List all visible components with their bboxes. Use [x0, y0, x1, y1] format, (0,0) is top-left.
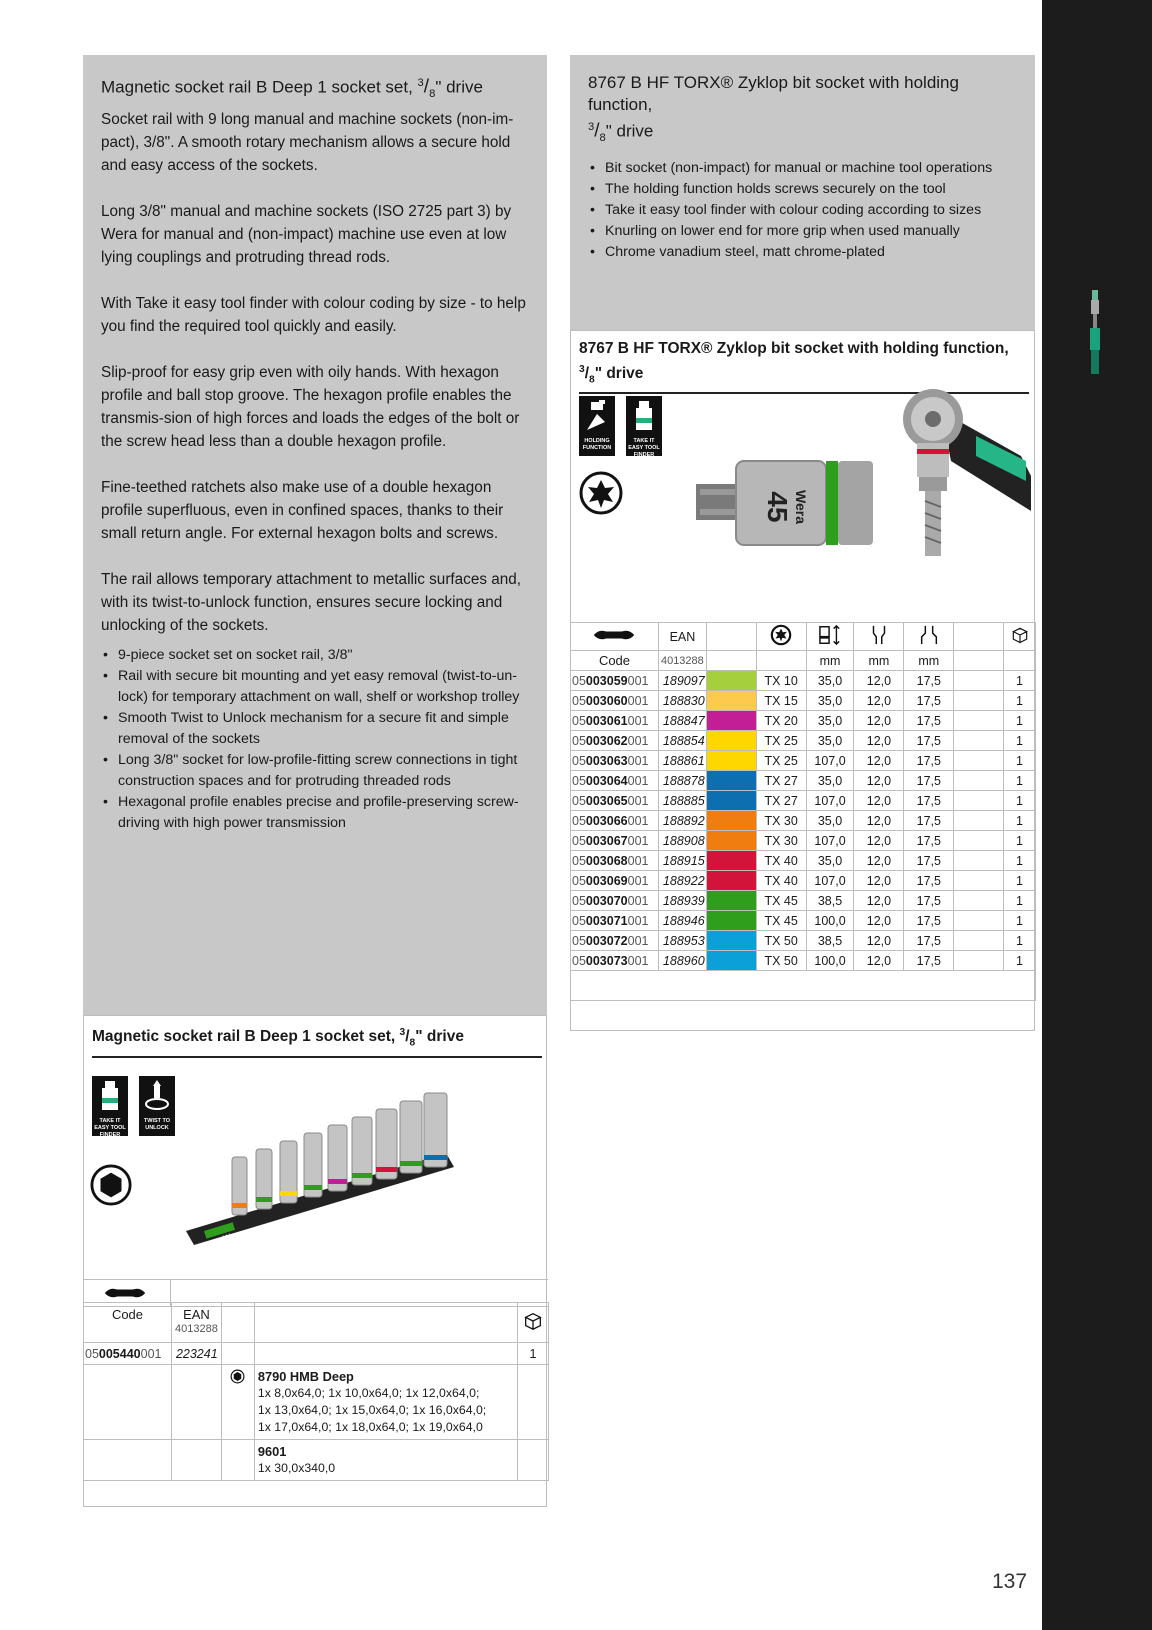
set-contents-2 [254, 1440, 517, 1481]
article-code: 05003071001 [571, 911, 659, 931]
diameter1-value: 12,0 [854, 911, 904, 931]
table-row [571, 671, 1036, 691]
diameter1-value: 12,0 [854, 711, 904, 731]
ean-value: 188892 [658, 811, 706, 831]
article-code: 05005440001 [84, 1343, 172, 1365]
empty-cell [254, 1343, 517, 1365]
title-rule [92, 1056, 542, 1058]
color-swatch [706, 911, 756, 931]
list-item: • 9-piece socket set on socket rail, 3/8" [101, 645, 531, 666]
torx-size: TX 45 [756, 911, 806, 931]
length-value: 35,0 [806, 811, 854, 831]
torx-size: TX 27 [756, 791, 806, 811]
torx-size: TX 25 [756, 731, 806, 751]
empty-cell [221, 1303, 254, 1343]
torx-size: TX 30 [756, 811, 806, 831]
empty-cell [706, 651, 756, 671]
diameter1-value: 12,0 [854, 851, 904, 871]
take-it-easy-badge: TAKE IT EASY TOOL FINDER [626, 396, 662, 456]
left-panel-title: Magnetic socket rail B Deep 1 socket set, $^3/_8$" drive [101, 76, 483, 101]
hexagon-profile-icon [90, 1164, 132, 1206]
left-para-4: Slip-proof for easy grip even with oily hands. With hexagon profile and ball stop groove. The hexagon profile enables the transmis-sion of high forces and loads the edges of the bolt or the screw head less than a double hexagon profile. [101, 364, 520, 451]
diameter1-value: 12,0 [854, 931, 904, 951]
diameter2-value: 17,5 [904, 911, 954, 931]
right-bullet-list [588, 158, 1023, 263]
quantity-value: 1 [1004, 671, 1036, 691]
article-code: 05003066001 [571, 811, 659, 831]
length-value: 38,5 [806, 931, 854, 951]
color-swatch [706, 691, 756, 711]
diameter1-value: 12,0 [854, 771, 904, 791]
ean-prefix: 4013288 [658, 651, 706, 671]
content-title: 8790 HMB Deep [257, 1369, 354, 1384]
rail-product-box [83, 1015, 547, 1507]
torx-size: TX 20 [756, 711, 806, 731]
code-header: Code [571, 651, 659, 671]
take-it-easy-badge: TAKE IT EASY TOOL FINDER [92, 1076, 128, 1136]
quantity-value: 1 [1004, 931, 1036, 951]
ean-value: 188830 [658, 691, 706, 711]
diameter1-value: 12,0 [854, 751, 904, 771]
list-item: • Smooth Twist to Unlock mechanism for a secure fit and simple removal of the sockets [101, 708, 531, 750]
article-code: 05003059001 [571, 671, 659, 691]
torx-size: TX 40 [756, 871, 806, 891]
table-row [571, 871, 1036, 891]
length-value: 100,0 [806, 911, 854, 931]
length-value: 35,0 [806, 711, 854, 731]
length-value: 35,0 [806, 671, 854, 691]
ean-value: 188939 [658, 891, 706, 911]
unit-label: mm [854, 651, 904, 671]
torx-size: TX 45 [756, 891, 806, 911]
ean-value: 188922 [658, 871, 706, 891]
ean-value: 188946 [658, 911, 706, 931]
left-para-3: With Take it easy tool finder with colour coding by size - to help you find the required tool quickly and easily. [101, 295, 526, 336]
quantity-value: 1 [1004, 851, 1036, 871]
bit-socket-image [696, 451, 876, 561]
article-code: 05003063001 [571, 751, 659, 771]
ean-prefix: 4013288 [175, 1323, 218, 1335]
color-swatch [706, 751, 756, 771]
diameter2-value: 17,5 [904, 951, 954, 971]
diameter2-value: 17,5 [904, 771, 954, 791]
torx-size: TX 50 [756, 951, 806, 971]
diameter1-value: 12,0 [854, 831, 904, 851]
torx-size: TX 15 [756, 691, 806, 711]
torx-size: TX 25 [756, 751, 806, 771]
diameter1-value: 12,0 [854, 951, 904, 971]
empty-cell [954, 771, 1004, 791]
diameter2-header-icon [904, 623, 954, 651]
empty-cell [954, 851, 1004, 871]
table-row [571, 911, 1036, 931]
torx-size: TX 10 [756, 671, 806, 691]
ratchet-image [881, 381, 1031, 561]
length-value: 35,0 [806, 691, 854, 711]
empty-cell [954, 811, 1004, 831]
empty-cell [518, 1440, 549, 1481]
length-value: 107,0 [806, 751, 854, 771]
article-code: 05003073001 [571, 951, 659, 971]
color-swatch [706, 831, 756, 851]
torx-size: TX 30 [756, 831, 806, 851]
right-panel-title: 8767 B HF TORX® Zyklop bit socket with holding function, $^3/_8$" drive [588, 73, 959, 145]
diameter2-value: 17,5 [904, 751, 954, 771]
diameter2-value: 17,5 [904, 791, 954, 811]
table-row [571, 851, 1036, 871]
quantity-value: 1 [1004, 771, 1036, 791]
twist-to-unlock-badge: TWIST TO UNLOCK [139, 1076, 175, 1136]
ean-value: 188885 [658, 791, 706, 811]
empty-cell [171, 1365, 221, 1440]
table-row [571, 831, 1036, 851]
length-value: 107,0 [806, 831, 854, 851]
diameter1-value: 12,0 [854, 691, 904, 711]
quantity-value: 1 [518, 1343, 549, 1365]
diameter1-value: 12,0 [854, 731, 904, 751]
empty-cell [954, 911, 1004, 931]
set-contents-1 [254, 1365, 517, 1440]
content-line: 1x 30,0x340,0 [257, 1461, 336, 1475]
article-code: 05003072001 [571, 931, 659, 951]
tool-thumbnail-icon [1088, 288, 1102, 378]
diameter2-value: 17,5 [904, 711, 954, 731]
empty-cell [954, 791, 1004, 811]
table-row [571, 691, 1036, 711]
diameter2-value: 17,5 [904, 851, 954, 871]
holding-function-icon [579, 396, 615, 436]
left-para-6: The rail allows temporary attachment to metallic surfaces and, with its twist-to-unlock function, ensures secure locking and unlocking of the sockets. [101, 571, 521, 635]
empty-cell [954, 931, 1004, 951]
quantity-value: 1 [1004, 711, 1036, 731]
length-value: 35,0 [806, 851, 854, 871]
diameter1-value: 12,0 [854, 811, 904, 831]
diameter2-value: 17,5 [904, 731, 954, 751]
color-swatch [706, 891, 756, 911]
empty-cell [954, 711, 1004, 731]
diameter2-value: 17,5 [904, 671, 954, 691]
empty-cell [954, 951, 1004, 971]
socket-rail-image [184, 1081, 464, 1251]
diameter2-value: 17,5 [904, 831, 954, 851]
left-para-1: Socket rail with 9 long manual and machine sockets (non-im-pact), 3/8". A smooth rotary mechanism allows a secure hold and easy access of the sockets. [101, 111, 514, 175]
article-code: 05003068001 [571, 851, 659, 871]
empty-cell [518, 1365, 549, 1440]
socket-size-label: 45 [762, 491, 793, 523]
empty-cell [1004, 651, 1036, 671]
color-swatch [706, 931, 756, 951]
quantity-value: 1 [1004, 911, 1036, 931]
empty-cell [84, 1365, 172, 1440]
article-code: 05003067001 [571, 831, 659, 851]
quantity-value: 1 [1004, 891, 1036, 911]
empty-cell [221, 1440, 254, 1481]
color-swatch [706, 851, 756, 871]
twist-unlock-icon [139, 1076, 175, 1116]
empty-cell [954, 691, 1004, 711]
empty-cell [954, 751, 1004, 771]
color-swatch [706, 791, 756, 811]
length-value: 35,0 [806, 731, 854, 751]
length-value: 107,0 [806, 791, 854, 811]
unit-label: mm [904, 651, 954, 671]
list-item: • Hexagonal profile enables precise and profile-preserving screw-driving with high power transmission [101, 792, 531, 834]
ean-value: 188915 [658, 851, 706, 871]
table-row [571, 951, 1036, 971]
empty-cell [84, 1440, 172, 1481]
quantity-value: 1 [1004, 831, 1036, 851]
code-column-icon [571, 623, 659, 651]
empty-cell [954, 891, 1004, 911]
page-side-band [1042, 0, 1152, 1630]
left-para-2: Long 3/8" manual and machine sockets (ISO 2725 part 3) by Wera for manual and (non-impact) machine use even at low lying couplings and protruding thread rods. [101, 203, 512, 267]
code-header: Code [84, 1303, 172, 1343]
empty-cell [954, 871, 1004, 891]
length-value: 107,0 [806, 871, 854, 891]
ean-value: 188878 [658, 771, 706, 791]
article-code: 05003060001 [571, 691, 659, 711]
table-row [571, 891, 1036, 911]
ean-value: 223241 [171, 1343, 221, 1365]
diameter1-value: 12,0 [854, 671, 904, 691]
table-row [571, 791, 1036, 811]
diameter2-value: 17,5 [904, 931, 954, 951]
diameter1-header-icon [854, 623, 904, 651]
package-header-icon [518, 1303, 549, 1343]
page-number: 137 [992, 1570, 1028, 1593]
diameter1-value: 12,0 [854, 891, 904, 911]
left-para-5: Fine-teethed ratchets also make use of a double hexagon profile superfluous, even in confined spaces, thanks to their small return angle. For external hexagon bolts and screws. [101, 479, 504, 543]
torx-spec-table [570, 622, 1036, 1001]
article-code: 05003065001 [571, 791, 659, 811]
diameter2-value: 17,5 [904, 691, 954, 711]
content-title: 9601 [257, 1444, 287, 1459]
color-swatch [706, 951, 756, 971]
hexagon-content-icon [221, 1365, 254, 1440]
package-header-icon [1004, 623, 1036, 651]
table-row [571, 711, 1036, 731]
length-header-icon [806, 623, 854, 651]
empty-cell [954, 831, 1004, 851]
article-code: 05003062001 [571, 731, 659, 751]
table-row [571, 751, 1036, 771]
color-swatch [706, 671, 756, 691]
empty-cell [254, 1303, 517, 1343]
torx-size-header-icon [756, 623, 806, 651]
content-line: 1x 8,0x64,0; 1x 10,0x64,0; 1x 12,0x64,0; [257, 1386, 480, 1400]
length-value: 35,0 [806, 771, 854, 791]
ean-header: EAN [658, 623, 706, 651]
list-item: • Rail with secure bit mounting and yet easy removal (twist-to-un-lock) for temporary attachment on wall, shelf or workshop trolley [101, 666, 531, 708]
color-swatch [706, 871, 756, 891]
article-code: 05003070001 [571, 891, 659, 911]
ean-value: 188960 [658, 951, 706, 971]
quantity-value: 1 [1004, 691, 1036, 711]
left-bullet-list [101, 645, 531, 834]
rail-spec-table [83, 1302, 549, 1481]
list-item: • Long 3/8" socket for low-profile-fitting screw connections in tight construction spaces and for protruding threaded rods [101, 750, 531, 792]
diameter2-value: 17,5 [904, 891, 954, 911]
tool-finder-icon [92, 1076, 128, 1116]
quantity-value: 1 [1004, 731, 1036, 751]
color-swatch [706, 811, 756, 831]
article-code: 05003069001 [571, 871, 659, 891]
table-row [571, 771, 1036, 791]
ean-value: 188847 [658, 711, 706, 731]
content-line: 1x 17,0x64,0; 1x 18,0x64,0; 1x 19,0x64,0 [257, 1420, 483, 1434]
rail-box-title: Magnetic socket rail B Deep 1 socket set, $^3/_8$" drive [92, 1027, 464, 1049]
spacer-header [954, 623, 1004, 651]
right-description-panel [570, 55, 1035, 330]
diameter1-value: 12,0 [854, 791, 904, 811]
ean-value: 188908 [658, 831, 706, 851]
ean-value: 188861 [658, 751, 706, 771]
list-item: • The holding function holds screws securely on the tool [588, 179, 1023, 200]
list-item: • Take it easy tool finder with colour coding according to sizes [588, 200, 1023, 221]
empty-cell [954, 651, 1004, 671]
code-column-icon [103, 1285, 147, 1301]
ean-value: 188854 [658, 731, 706, 751]
quantity-value: 1 [1004, 751, 1036, 771]
quantity-value: 1 [1004, 951, 1036, 971]
empty-cell [221, 1343, 254, 1365]
quantity-value: 1 [1004, 791, 1036, 811]
tool-finder-icon [626, 396, 662, 436]
empty-cell [954, 731, 1004, 751]
content-line: 1x 13,0x64,0; 1x 15,0x64,0; 1x 16,0x64,0; [257, 1403, 487, 1417]
article-code: 05003064001 [571, 771, 659, 791]
empty-cell [954, 671, 1004, 691]
rail-brand-label: Wera [221, 1228, 243, 1243]
torx-box-title: 8767 B HF TORX® Zyklop bit socket with holding function, $^3/_8$" drive [579, 340, 1009, 386]
table-footer-row [571, 971, 1036, 1001]
ean-value: 189097 [658, 671, 706, 691]
torx-profile-icon [579, 471, 623, 515]
ean-value: 188953 [658, 931, 706, 951]
color-swatch [706, 731, 756, 751]
quantity-value: 1 [1004, 811, 1036, 831]
article-code: 05003061001 [571, 711, 659, 731]
empty-cell [756, 651, 806, 671]
empty-cell [171, 1440, 221, 1481]
diameter2-value: 17,5 [904, 871, 954, 891]
left-description-panel [83, 55, 547, 1015]
torx-size: TX 27 [756, 771, 806, 791]
color-header [706, 623, 756, 651]
length-value: 100,0 [806, 951, 854, 971]
diameter1-value: 12,0 [854, 871, 904, 891]
holding-function-badge: HOLDING FUNCTION [579, 396, 615, 456]
diameter2-value: 17,5 [904, 811, 954, 831]
torx-product-box [570, 330, 1035, 1031]
quantity-value: 1 [1004, 871, 1036, 891]
ean-header-label: EAN [183, 1307, 210, 1322]
table-row [571, 811, 1036, 831]
torx-size: TX 50 [756, 931, 806, 951]
table-row [571, 931, 1036, 951]
list-item: • Chrome vanadium steel, matt chrome-plated [588, 242, 1023, 263]
list-item: • Knurling on lower end for more grip when used manually [588, 221, 1023, 242]
table-row [571, 731, 1036, 751]
ean-header [171, 1303, 221, 1343]
length-value: 38,5 [806, 891, 854, 911]
color-swatch [706, 771, 756, 791]
color-swatch [706, 711, 756, 731]
list-item: • Bit socket (non-impact) for manual or machine tool operations [588, 158, 1023, 179]
unit-label: mm [806, 651, 854, 671]
socket-brand-label: Wera [793, 490, 809, 524]
torx-size: TX 40 [756, 851, 806, 871]
